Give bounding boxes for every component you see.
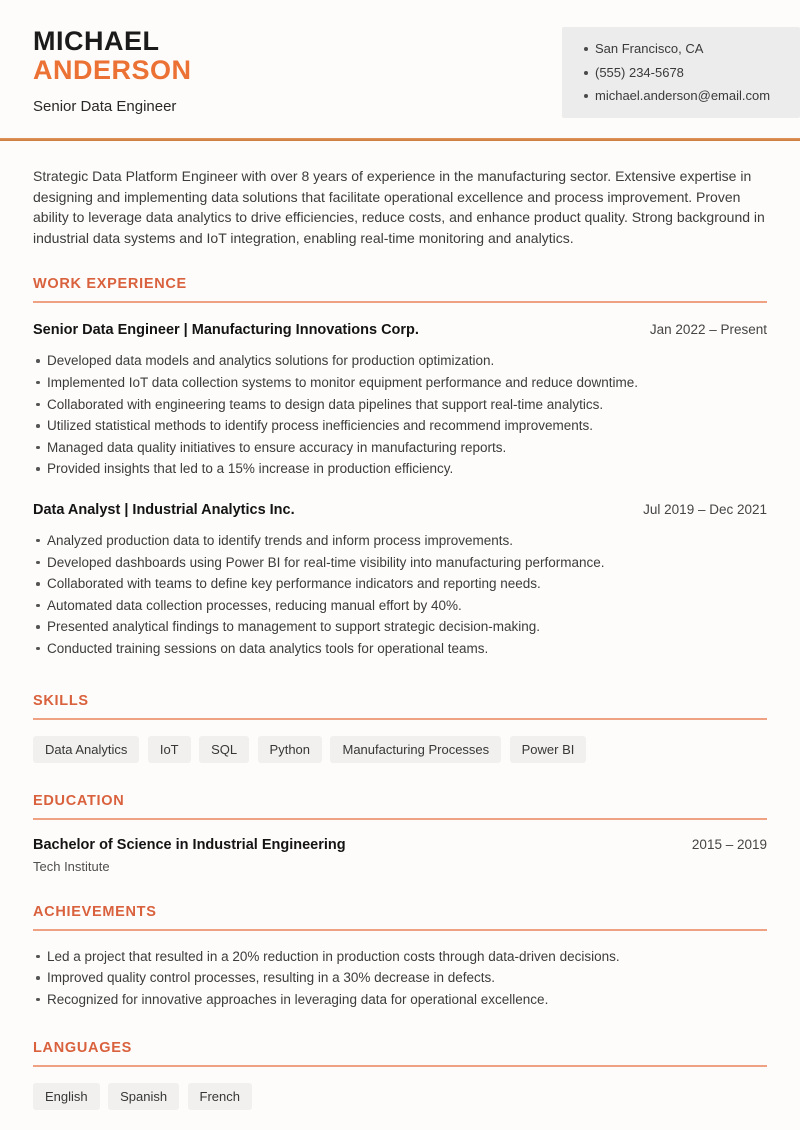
contact-location-text: San Francisco, CA <box>595 41 704 56</box>
bullet-text: Developed dashboards using Power BI for real-time visibility into manufacturing performance. <box>47 554 605 570</box>
bullet-item <box>33 616 767 638</box>
bullet-item <box>33 458 767 480</box>
bullet-text: Managed data quality initiatives to ensure accuracy in manufacturing reports. <box>47 439 507 455</box>
section-divider <box>33 929 767 931</box>
contact-email-text: michael.anderson@email.com <box>595 88 771 103</box>
contact-phone <box>584 61 788 85</box>
summary-paragraph: Strategic Data Platform Engineer with over 8 years of experience in the manufacturing sector. Extensive expertise in designing and implementing data solutions that facilitate operational excellence and process improvement. Proven ability to leverage data analytics to drive efficiencies, reduce costs, and enhance product quality. Strong background in industrial data systems and IoT integration, enabling real-time monitoring and analytics. <box>33 168 765 246</box>
bullet-item <box>33 394 767 416</box>
bullet-dot-icon <box>584 47 588 51</box>
skill-tag: Data Analytics <box>33 736 139 763</box>
skill-tag: SQL <box>199 736 249 763</box>
bullet-dot-icon <box>36 467 40 471</box>
bullet-text: Collaborated with engineering teams to design data pipelines that support real-time analytics. <box>47 396 604 412</box>
contact-box <box>562 27 800 118</box>
skills-heading: SKILLS <box>33 692 89 709</box>
contact-email <box>584 84 788 108</box>
bullet-dot-icon <box>36 976 40 980</box>
first-name: MICHAEL <box>33 26 160 56</box>
job-entry <box>33 322 767 480</box>
bullet-text: Automated data collection processes, reducing manual effort by 40%. <box>47 597 462 613</box>
skill-tag: Manufacturing Processes <box>330 736 501 763</box>
achievements-heading: ACHIEVEMENTS <box>33 903 157 920</box>
bullet-dot-icon <box>36 604 40 608</box>
job-header <box>33 502 767 518</box>
bullet-item <box>33 946 767 968</box>
bullet-text: Developed data models and analytics solutions for production optimization. <box>47 353 495 369</box>
section-education <box>33 793 767 874</box>
bullet-text: Provided insights that led to a 15% increase in production efficiency. <box>47 461 454 477</box>
skill-tag: IoT <box>148 736 191 763</box>
bullet-item <box>33 415 767 437</box>
last-name: ANDERSON <box>33 54 192 85</box>
resume-body <box>0 141 800 1110</box>
bullet-dot-icon <box>36 381 40 385</box>
section-divider <box>33 718 767 720</box>
achievements-bullet-list <box>33 946 767 1011</box>
bullet-dot-icon <box>584 94 588 98</box>
job-dates: Jan 2022 – Present <box>649 322 767 338</box>
bullet-dot-icon <box>36 561 40 565</box>
bullet-dot-icon <box>36 446 40 450</box>
bullet-text: Conducted training sessions on data analytics tools for operational teams. <box>47 640 489 656</box>
skills-tag-list <box>33 736 767 763</box>
education-dates: 2015 – 2019 <box>691 836 767 852</box>
job-header <box>33 322 767 338</box>
contact-phone-text: (555) 234-5678 <box>595 64 684 80</box>
bullet-text: Improved quality control processes, resulting in a 30% decrease in defects. <box>47 970 495 986</box>
section-divider <box>33 818 767 820</box>
bullet-dot-icon <box>36 539 40 543</box>
job-dates: Jul 2019 – Dec 2021 <box>643 501 767 517</box>
bullet-item <box>33 372 767 394</box>
skill-tag: Power BI <box>510 736 587 763</box>
bullet-item <box>33 989 767 1011</box>
language-tag: Spanish <box>108 1083 179 1110</box>
degree-title: Bachelor of Science in Industrial Engineering <box>33 836 346 853</box>
education-heading: EDUCATION <box>33 792 125 809</box>
bullet-item <box>33 552 767 574</box>
section-divider <box>33 1065 767 1067</box>
bullet-item <box>33 967 767 989</box>
bullet-dot-icon <box>36 582 40 586</box>
bullet-text: Presented analytical findings to management to support strategic decision-making. <box>47 619 541 635</box>
section-languages <box>33 1040 767 1110</box>
bullet-item <box>33 638 767 660</box>
bullet-text: Led a project that resulted in a 20% reduction in production costs through data-driven decisions. <box>47 948 620 964</box>
language-tag: French <box>188 1083 252 1110</box>
bullet-text: Implemented IoT data collection systems to monitor equipment performance and reduce downtime. <box>47 374 639 390</box>
resume-header <box>0 0 800 138</box>
section-achievements <box>33 904 767 1011</box>
job-bullet-list <box>33 350 767 480</box>
section-skills <box>33 693 767 763</box>
bullet-dot-icon <box>36 998 40 1002</box>
job-entry <box>33 502 767 660</box>
bullet-dot-icon <box>584 71 588 75</box>
school-name: Tech Institute <box>33 858 110 874</box>
bullet-text: Utilized statistical methods to identify process inefficiencies and recommend improvements. <box>47 418 593 434</box>
bullet-dot-icon <box>36 625 40 629</box>
job-title-company: Senior Data Engineer | Manufacturing Innovations Corp. <box>33 322 419 339</box>
bullet-dot-icon <box>36 424 40 428</box>
bullet-item <box>33 530 767 552</box>
bullet-item <box>33 350 767 372</box>
education-entry <box>33 837 767 853</box>
bullet-item <box>33 573 767 595</box>
bullet-dot-icon <box>36 647 40 651</box>
work-experience-heading: WORK EXPERIENCE <box>33 276 187 293</box>
bullet-dot-icon <box>36 403 40 407</box>
job-title-company: Data Analyst | Industrial Analytics Inc. <box>33 501 295 518</box>
bullet-text: Analyzed production data to identify trends and inform process improvements. <box>47 532 513 548</box>
languages-tag-list <box>33 1083 767 1110</box>
bullet-dot-icon <box>36 359 40 363</box>
bullet-text: Recognized for innovative approaches in leveraging data for operational excellence. <box>47 991 549 1007</box>
job-bullet-list <box>33 530 767 660</box>
bullet-item <box>33 437 767 459</box>
bullet-item <box>33 595 767 617</box>
bullet-text: Collaborated with teams to define key performance indicators and reporting needs. <box>47 576 541 592</box>
bullet-dot-icon <box>36 955 40 959</box>
contact-location <box>584 37 788 61</box>
section-work-experience <box>33 276 767 659</box>
languages-heading: LANGUAGES <box>33 1040 132 1057</box>
language-tag: English <box>33 1083 100 1110</box>
job-title: Senior Data Engineer <box>33 97 177 115</box>
section-divider <box>33 301 767 303</box>
skill-tag: Python <box>258 736 322 763</box>
